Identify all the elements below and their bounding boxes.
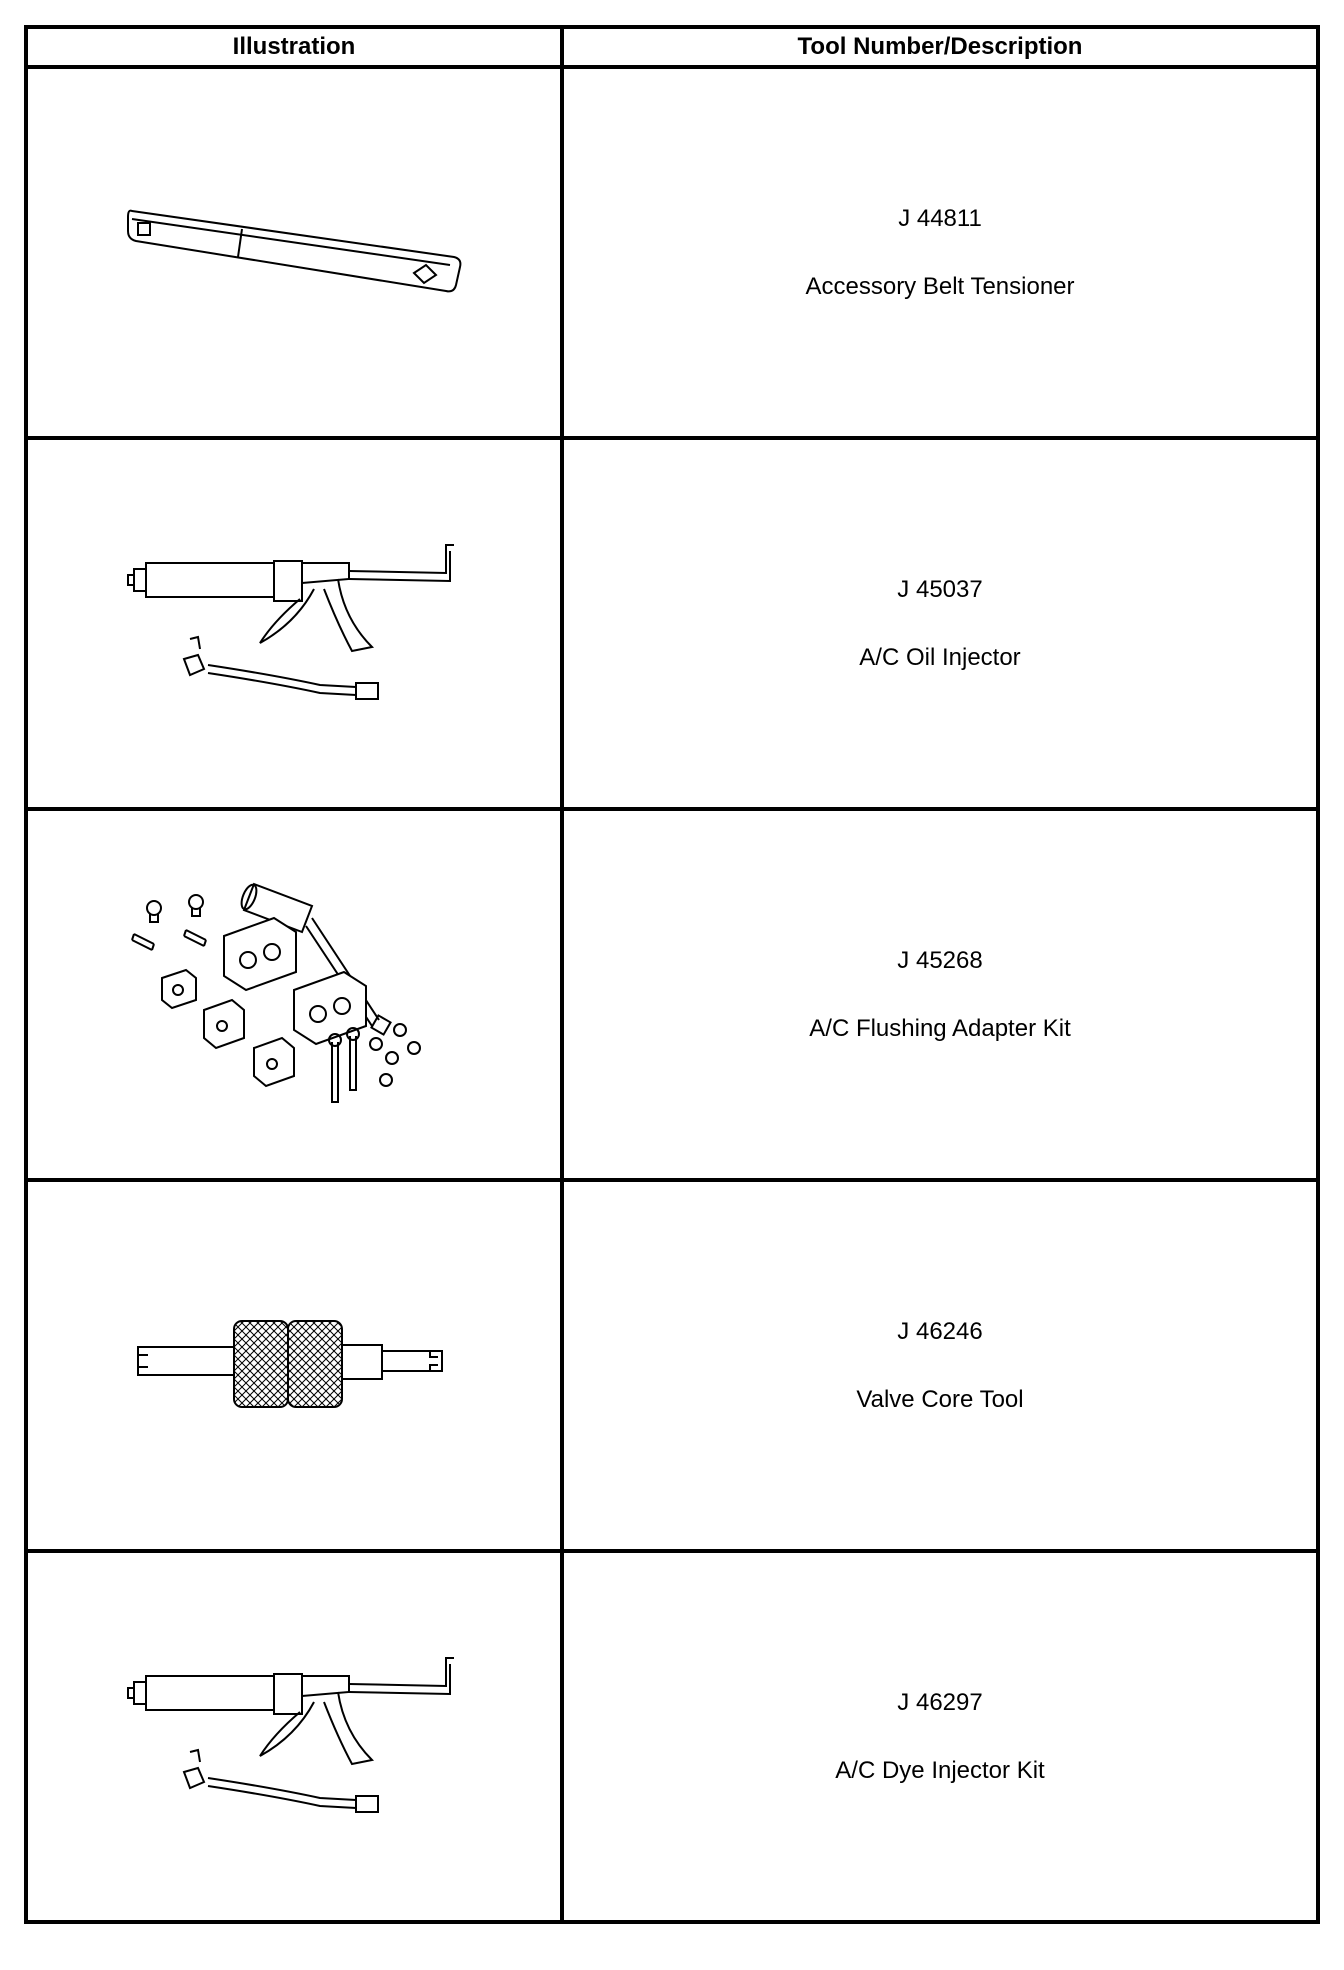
dye-injector-gun-icon (124, 1652, 464, 1822)
description-cell (562, 1551, 1318, 1922)
tool-description: Valve Core Tool (856, 1385, 1024, 1413)
tool-number: J 45037 (897, 575, 983, 603)
illustration-cell (26, 67, 562, 438)
table-row (26, 1180, 1318, 1551)
valve-core-tool-icon (134, 1311, 454, 1421)
illustration-cell (26, 1551, 562, 1922)
tool-description: A/C Dye Injector Kit (835, 1756, 1045, 1784)
table-row (26, 67, 1318, 438)
tool-description: A/C Oil Injector (859, 643, 1021, 671)
header-row (26, 27, 1318, 67)
illustration-cell (26, 1180, 562, 1551)
header-illustration: Illustration (26, 27, 562, 67)
illustration-cell (26, 809, 562, 1180)
tool-number: J 46297 (897, 1688, 983, 1716)
table-row (26, 1551, 1318, 1922)
tool-number: J 46246 (897, 1317, 983, 1345)
belt-tensioner-tool-icon (124, 193, 464, 313)
tool-description: Accessory Belt Tensioner (805, 272, 1075, 300)
illustration-cell (26, 438, 562, 809)
description-cell (562, 438, 1318, 809)
description-cell (562, 809, 1318, 1180)
description-cell (562, 67, 1318, 438)
tool-table (24, 25, 1320, 1924)
tool-description: A/C Flushing Adapter Kit (809, 1014, 1071, 1042)
header-tool-description: Tool Number/Description (562, 27, 1318, 67)
oil-injector-gun-icon (124, 539, 464, 709)
table-row (26, 438, 1318, 809)
table-row (26, 809, 1318, 1180)
description-cell (562, 1180, 1318, 1551)
tool-number: J 44811 (898, 204, 982, 232)
flushing-adapter-kit-icon (124, 880, 464, 1110)
tool-number: J 45268 (897, 946, 983, 974)
